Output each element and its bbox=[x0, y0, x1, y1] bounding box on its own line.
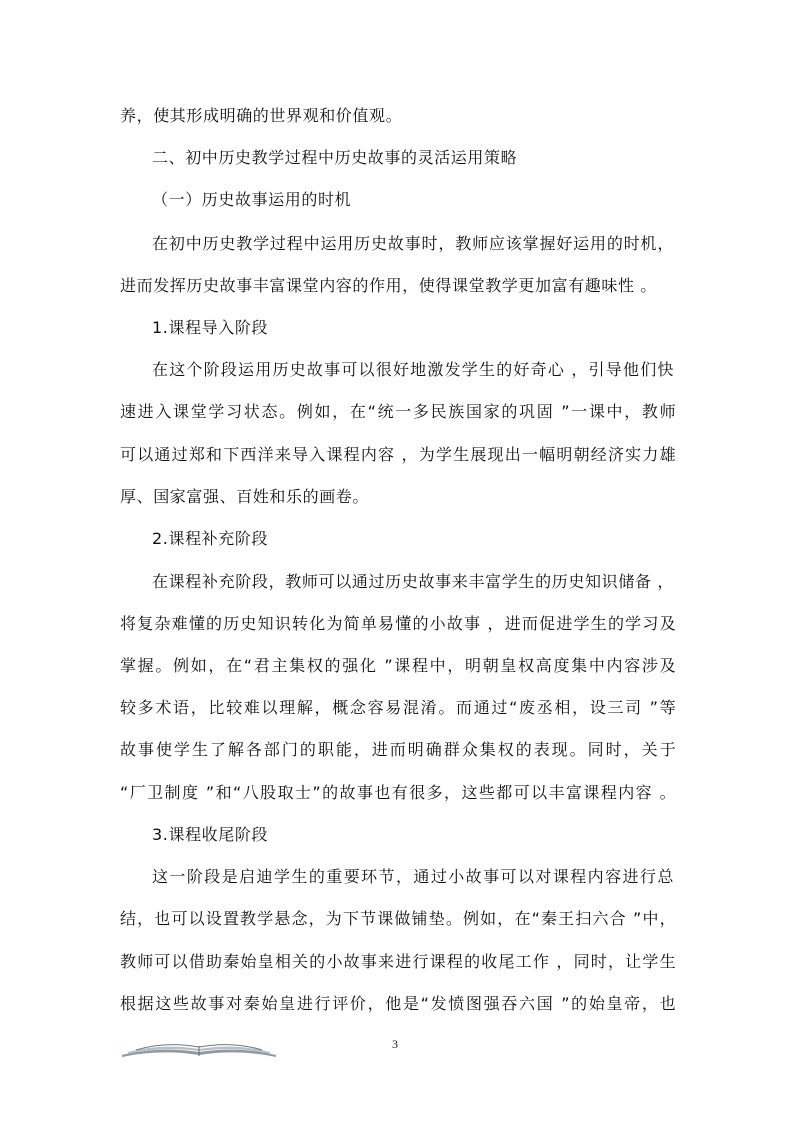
paragraph-line: 养，使其形成明确的世界观和价值观。 bbox=[120, 106, 403, 125]
paragraph-line: “厂卫制度 ”和“八股取士”的故事也有很多，这些都可以丰富课程内容 。 bbox=[120, 783, 676, 802]
page-number: 3 bbox=[392, 1037, 398, 1051]
paragraph-line: 结，也可以设置教学悬念，为下节课做铺垫。例如，在“秦王扫六合 ”中， bbox=[120, 909, 676, 928]
paragraph-line: 将复杂难懂的历史知识转化为简单易懂的小故事 ，进而促进学生的学习及 bbox=[120, 614, 676, 633]
subsection-heading: （一）历史故事运用的时机 bbox=[152, 190, 352, 209]
subheading-intro-stage: 1.课程导入阶段 bbox=[152, 318, 269, 337]
section-heading: 二、初中历史教学过程中历史故事的灵活运用策略 bbox=[152, 148, 518, 167]
open-book-icon bbox=[120, 1037, 278, 1059]
paragraph-line: 厚、国家富强、百姓和乐的画卷。 bbox=[120, 487, 370, 506]
paragraph-line: 进而发挥历史故事丰富课堂内容的作用，使得课堂教学更加富有趣味性 。 bbox=[120, 276, 657, 295]
paragraph-line: 在这个阶段运用历史故事可以很好地激发学生的好奇心 ，引导他们快 bbox=[152, 360, 674, 379]
paragraph-line: 故事使学生了解各部门的职能，进而明确群众集权的表现。同时，关于 bbox=[120, 740, 676, 759]
paragraph-line: 速进入课堂学习状态。例如，在“统一多民族国家的巩固 ”一课中，教师 bbox=[120, 402, 676, 421]
paragraph-line: 这一阶段是启迪学生的重要环节，通过小故事可以对课程内容进行总 bbox=[152, 867, 674, 886]
subheading-closing-stage: 3.课程收尾阶段 bbox=[152, 825, 269, 844]
paragraph-line: 掌握。例如，在“君主集权的强化 ”课程中，明朝皇权高度集中内容涉及 bbox=[120, 656, 676, 675]
paragraph-line: 在课程补充阶段，教师可以通过历史故事来丰富学生的历史知识储备 ， bbox=[152, 572, 674, 591]
subheading-supplement-stage: 2.课程补充阶段 bbox=[152, 529, 269, 548]
paragraph-line: 可以通过郑和下西洋来导入课程内容 ，为学生展现出一幅明朝经济实力雄 bbox=[120, 445, 676, 464]
paragraph-line: 根据这些故事对秦始皇进行评价，他是“发愤图强吞六国 ”的始皇帝，也 bbox=[120, 994, 676, 1013]
paragraph-line: 较多术语，比较难以理解，概念容易混淆。而通过“废丞相，设三司 ”等 bbox=[120, 698, 676, 717]
paragraph-line: 教师可以借助秦始皇相关的小故事来进行课程的收尾工作 ，同时，让学生 bbox=[120, 952, 676, 971]
paragraph-line: 在初中历史教学过程中运用历史故事时，教师应该掌握好运用的时机， bbox=[152, 234, 674, 253]
